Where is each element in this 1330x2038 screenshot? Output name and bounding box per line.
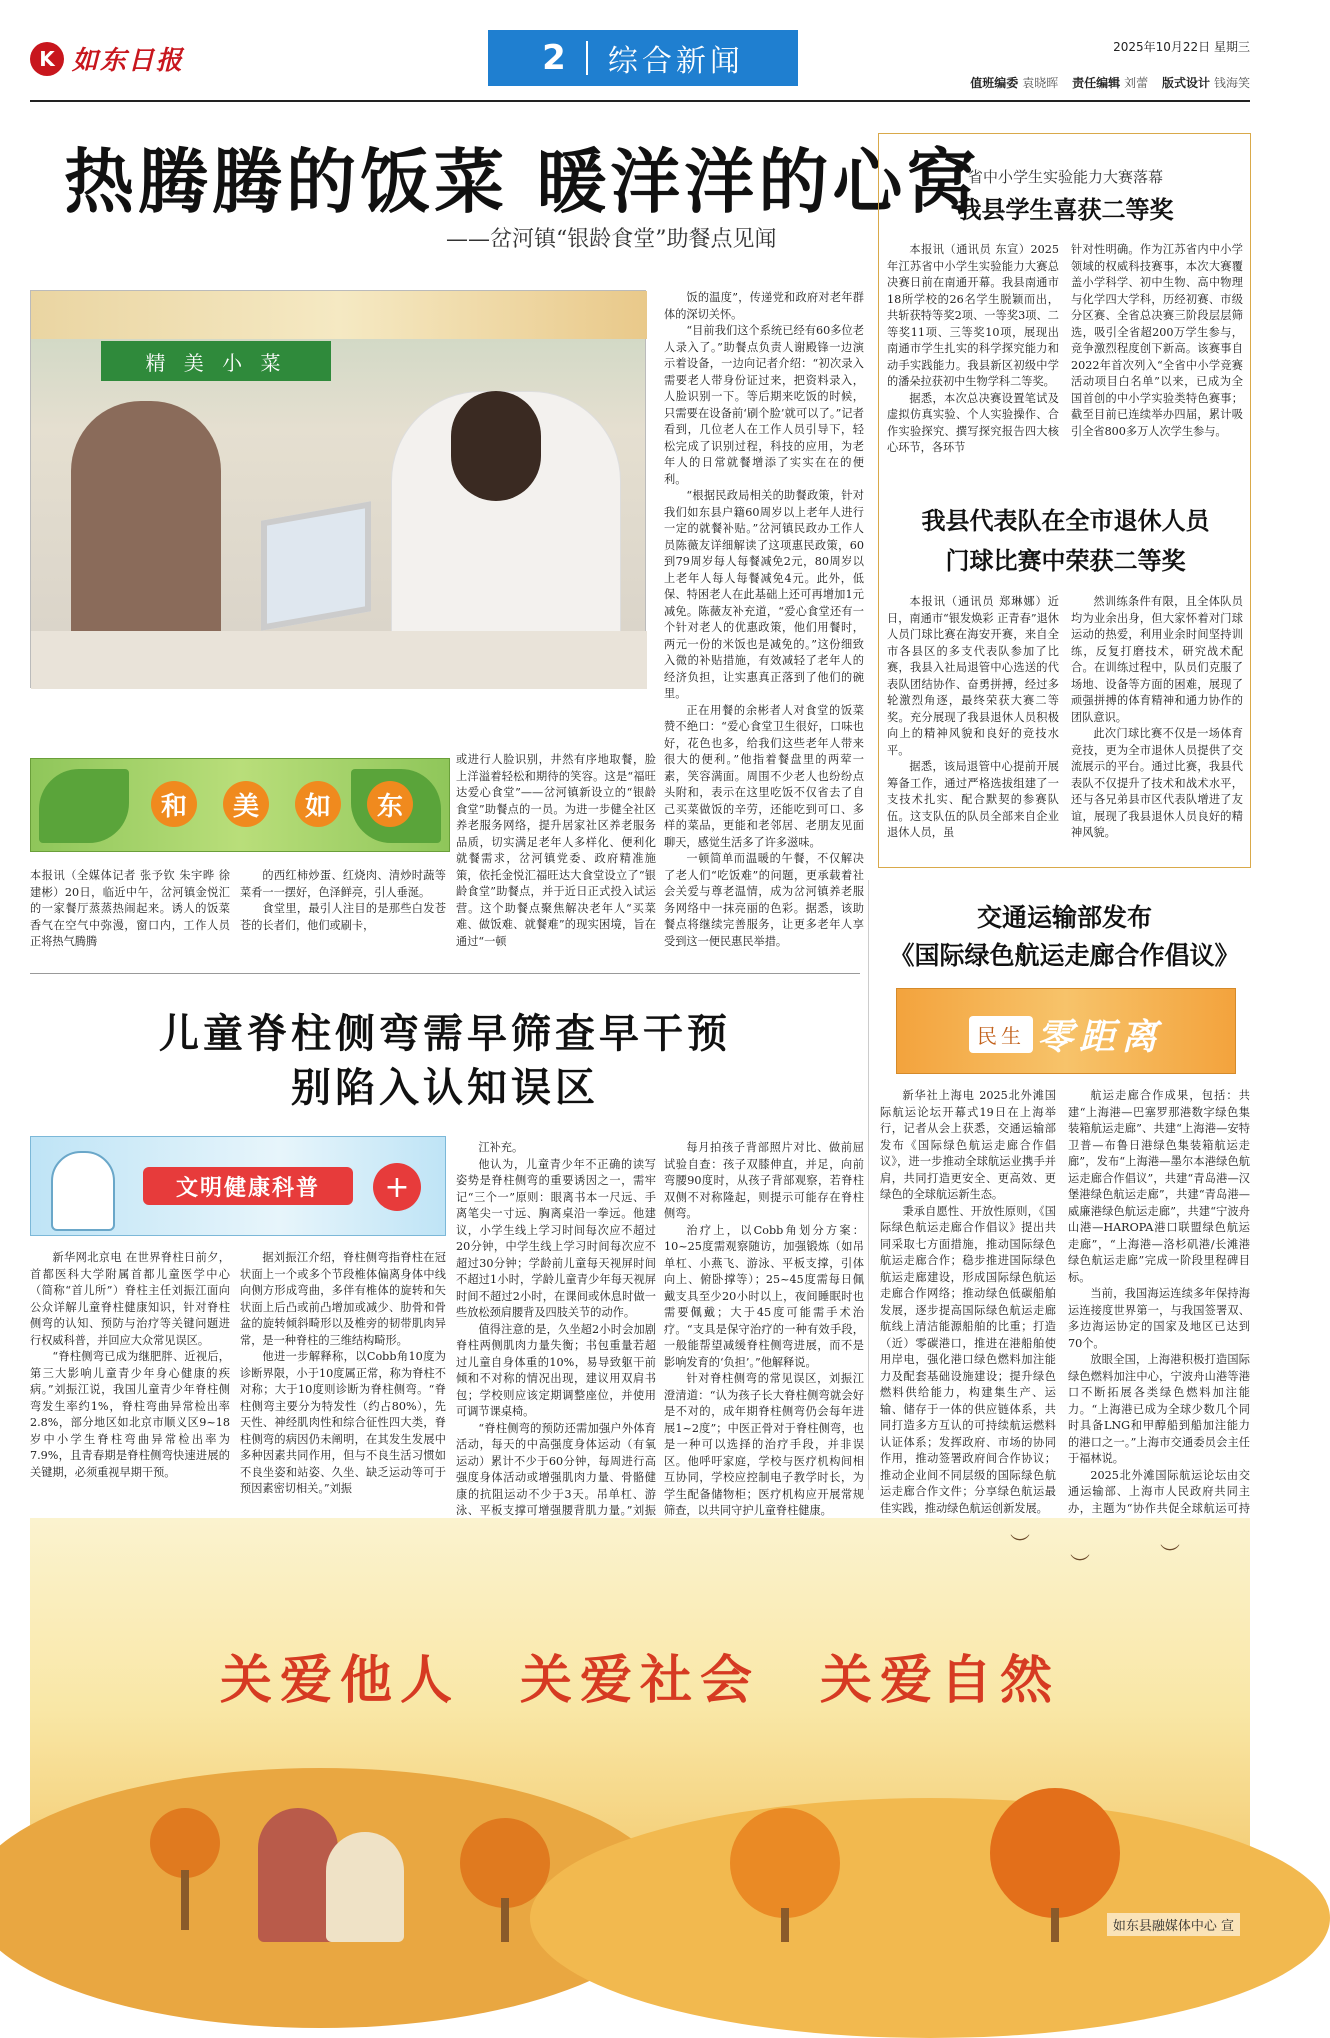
- right-news-box: [878, 133, 1251, 868]
- paragraph: 当前，我国海运连续多年保持海运连接度世界第一，与我国签署双、多边海运协定的国家及地区已达到70个。: [1068, 1287, 1250, 1350]
- page-number: 2: [542, 38, 566, 78]
- paragraph: “目前我们这个系统已经有60多位老人录入了。”助餐点负责人谢殿锋一边演示着设备，一边向记者介绍：“初次录入需要老人带身份证过来，把资料录入，人脸识别一下。等后期来吃饭的时候，只需要在设备前‘刷个脸’就可以了。”记者看到，几位老人在工作人员引导下，轻松完成了识别过程，科技的应用，为老年人的日常就餐增添了实实在在的便利。: [664, 324, 864, 486]
- leaf-icon: [39, 769, 129, 843]
- doctor-icon: [51, 1151, 115, 1231]
- box-title-gateball-2: 门球比赛中荣获二等奖: [945, 547, 1186, 575]
- article1-col2: [240, 868, 446, 946]
- section-title: 综合新闻: [607, 44, 744, 79]
- editor-credits: [960, 74, 1250, 91]
- banner-char: 和: [151, 781, 197, 827]
- bird-icon: ︶: [1160, 1542, 1180, 1566]
- shipping-headline-1: 交通运输部发布: [976, 903, 1152, 932]
- masthead: [30, 30, 1250, 90]
- paragraph: 的西红柿炒蛋、红烧肉、清炒时蔬等菜肴一一摆好，色泽鲜亮，引人垂涎。: [240, 869, 446, 899]
- medical-cross-icon: +: [373, 1163, 421, 1211]
- slogan: 关爱他人: [219, 1650, 460, 1711]
- banner-minsheng-small: 民生: [969, 1016, 1033, 1053]
- article1-subheadline: ——岔河镇“银龄食堂”助餐点见闻: [446, 227, 777, 252]
- paragraph: 江补充。: [478, 1141, 524, 1154]
- shipping-headline-2: 《国际绿色航运走廊合作倡议》: [889, 941, 1240, 970]
- banner-heyi-rudong: [30, 758, 450, 852]
- editor-role: 责任编辑: [1072, 76, 1121, 90]
- shipping-col1: [880, 1088, 1056, 1515]
- poster-slogans: [30, 1638, 1250, 1713]
- article2-headline-2: 别陷入认知误区: [291, 1065, 599, 1111]
- paragraph: 每月拍孩子背部照片对比、做前屈试验自查：孩子双膝伸直，并足，向前弯腰90度时，从孩子背部观察，若脊柱双侧不对称隆起，则提示可能存在脊柱侧弯。: [664, 1141, 864, 1220]
- paragraph: 针对脊柱侧弯的常见误区，刘振江澄清道：“认为孩子长大脊柱侧弯就会好是不对的，成年期脊柱侧弯仍会每年进展1~2度”；中医正骨对于脊柱侧弯，也是一种可以选择的治疗手段，并非误区。他呼吁家庭，学校与医疗机构间相互协同，学校应控制电子教学时长，为学生配备储物柜；医疗机构应开展常规筛查，以共同守护儿童脊柱健康。: [664, 1372, 864, 1517]
- figure-elder: [326, 1832, 404, 1942]
- shipping-col2: [1068, 1088, 1250, 1515]
- paragraph: 然训练条件有限，且全体队员均为业余出身，但大家怀着对门球运动的热爱，利用业余时间坚持训练，反复打磨技术，研究战术配合。在训练过程中，队员们克服了场地、设备等方面的困难，展现了顽强拼搏的体育精神和通力协作的团队意识。: [1071, 595, 1243, 724]
- page-divider: [586, 41, 588, 75]
- paragraph: 航运走廊合作成果，包括：共建“上海港—巴塞罗那港数字绿色集装箱航运走廊”、共建“上海港—安特卫普—布鲁日港绿色集装箱航运走廊”，发布“上海港—墨尔本港绿色航运走廊合作倡议”，共建“青岛港—汉堡港绿色航运走廊”，共建“青岛港—威廉港绿色航运走廊”，共建“宁波舟山港—HAROPA港口联盟绿色航运走廊”，“上海港—洛杉矶港/长滩港绿色航运走廊”完成一阶段里程碑目标。: [1068, 1089, 1250, 1284]
- tree-icon: [990, 1788, 1120, 1918]
- banner-health-title: 文明健康科普: [143, 1167, 353, 1205]
- paragraph: 秉承自愿性、开放性原则，《国际绿色航运走廊合作倡议》提出共同采取七方面措施，推动国际绿色航运走廊合作；稳步推进国际绿色航运走廊建设，形成国际绿色航运走廊合作网络；推动绿色低碳船舶发展，逐步提高国际绿色航运走廊航线上清洁能源船舶的比重；打造（近）零碳港口，推进在港船舶使用岸电，强化港口绿色燃料加注能力及配套基础设施建设；提升绿色燃料供给能力，构建集生产、运输、储存于一体的供应链体系，共同打造多方互认的可持续航运燃料认证体系；发挥政府、市场的协同作用，推动签署政府间合作协议；推动企业间不同层级的国际绿色航运走廊合作文件；分享绿色航运最佳实践，推动绿色航运创新发展。: [880, 1204, 1056, 1515]
- banner-char: 美: [223, 781, 269, 827]
- box-kicker: 省中小学生实验能力大赛落幕: [967, 168, 1163, 186]
- paragraph: 据悉，本次总决赛设置笔试及虚拟仿真实验、个人实验操作、合作实验探究、撰写探究报告四大核心环节，各环节: [887, 391, 1059, 454]
- editor-name: 钱海笑: [1213, 76, 1250, 90]
- banner-char: 如: [295, 781, 341, 827]
- tree-icon: [460, 1818, 550, 1908]
- photo-menu-board: [31, 291, 647, 339]
- paragraph: 2025北外滩国际航运论坛由交通运输部、上海市人民政府共同主办，主题为“协作共促全球航运可持: [1068, 1468, 1250, 1515]
- photo-kiosk-screen: [261, 501, 371, 630]
- paragraph: 此次门球比赛不仅是一场体育竞技，更为全市退休人员提供了交流展示的平台。通过比赛，我县代表队不仅提升了技术和战术水平，还与各兄弟县市区代表队增进了友谊，展现了我县退休人员良好的精神风貌。: [1071, 727, 1243, 839]
- paragraph: “根据民政局相关的助餐政策，针对我们如东县户籍60周岁以上老年人进行一定的就餐补贴。”岔河镇民政办工作人员陈薇友详细解读了这项惠民政策，60到79周岁每人每餐减免2元，80周岁以上老年人每人每餐减免4元。此外，低保、特困老人在此基础上还可再增加1元减免。陈薇友补充道，“爱心食堂还有一个针对老人的优惠政策，他们用餐时，两元一份的米饭也是减免的。”这份细致入微的补贴措施，有效减轻了老年人的经济负担，让实惠真正落到了他们的碗里。: [664, 489, 864, 700]
- paragraph: 他进一步解释称，以Cobb角10度为诊断界限，小于10度属正常，称为脊柱不对称；大于10度则诊断为脊柱侧弯。“脊柱侧弯主要分为特发性（约占80%），先天性、神经肌肉性和综合征性四大类，脊柱侧弯的病因仍未阐明，在其发生发展中多种因素共同作用，但与不良生活习惯如不良坐姿和站姿、久坐、缺乏运动等可于预因素密切相关。”刘振: [240, 1350, 446, 1495]
- paragraph: 本报讯（通讯员 郑琳娜）近日，南通市“银发焕彩 正青春”退休人员门球比赛在海安开赛，来自全市各县区的多支代表队参加了比赛，我县入社局退管中心选送的代表队团结协作、奋勇拼搏，经过多轮激烈角逐，最终荣获大赛二等奖。充分展现了我县退休人员积极向上的精神风貌和良好的竞技水平。: [887, 595, 1059, 757]
- section-tag: [488, 30, 798, 86]
- paragraph: 值得注意的是，久坐超2小时会加剧脊柱两侧肌肉力量失衡；书包重量若超过儿童自身体重的10%，易导致躯干前倾和不对称的情况出现，建议用双肩书包；学校则应该定期调整座位，并使用可调节课桌椅。: [456, 1322, 656, 1418]
- paragraph: 据悉，该局退管中心提前开展筹备工作，通过严格选拔组建了一支技术扎实、配合默契的参赛队伍。这支队伍的队员全部来自企业退休人员，虽: [887, 760, 1059, 839]
- article1-col4: [664, 290, 864, 948]
- editor-role: 值班编委: [970, 76, 1019, 90]
- article1-photo: [30, 290, 646, 688]
- column-divider: [868, 880, 869, 1490]
- box-title-gateball-1: 我县代表队在全市退休人员: [921, 507, 1210, 535]
- paragraph: 正在用餐的余彬者人对食堂的饭菜赞不绝口：“爱心食堂卫生很好，口味也好，花色也多，给我们这些老年人带来很大的便利。”他指着餐盘里的两荤一素，笑容满面。周围不少老人也纷纷点头附和，表示在这里吃饭不仅省去了自己买菜做饭的辛劳，还能吃到可口、多样的菜品，更能和老邻居、老朋友见面聊天，感觉生活多了许多滋味。: [664, 703, 864, 849]
- article2-col3: [456, 1140, 656, 1517]
- article2-col4: [664, 1140, 864, 1517]
- paragraph: 本报讯（通讯员 东宣）2025年江苏省中小学生实验能力大赛总决赛日前在南通开幕。我县南通市18所学校的26名学生脱颖而出，共斩获特等奖2项、一等奖3项、二等奖11项、三等奖10项，展现出南通市学生扎实的科学探究能力和动手实践能力。我县新区初级中学的潘朵拉获初中生物学科二等奖。: [887, 243, 1059, 388]
- paragraph: 食堂里，最引人注目的是那些白发苍苍的长者们，他们或刷卡，: [240, 902, 446, 932]
- banner-health-science: [30, 1136, 446, 1236]
- box-col1: [887, 242, 1059, 532]
- article1-headline: 热腾腾的饭菜 暖洋洋的心窝: [64, 141, 981, 223]
- box-title-contest: 我县学生喜获二等奖: [957, 196, 1174, 224]
- paragraph: 放眼全国，上海港积极打造国际绿色燃料加注中心，宁波舟山港等港口不断拓展各类绿色燃料加注能力。“上海港已成为全球少数几个同时具备LNG和甲醇船到船加注能力的港口之一。”上海市交通委员会主任于福林说。: [1068, 1353, 1250, 1465]
- newspaper-logo: [30, 40, 184, 77]
- paragraph: 他认为，儿童青少年不正确的读写姿势是脊柱侧弯的重要诱因之一，需牢记“三个一”原则：眼离书本一尺远、手离笔尖一寸远、胸离桌沿一拳远。他建议，小学生线上学习时间每次应不超过20分钟，中学生线上学习时间每次应不超过30分钟；学龄前儿童每天视屏时间不超过1小时，学龄儿童青少年每天视屏时间不超过2小时，在课间或休息时做一些放松颈肩腰背及四肢关节的动作。: [456, 1157, 656, 1319]
- banner-minsheng: [896, 988, 1236, 1074]
- box-col3: [887, 594, 1059, 858]
- poster-credit: 如东县融媒体中心 宣: [1107, 1913, 1240, 1936]
- article2-col1: [30, 1250, 230, 1490]
- paragraph: 新华网北京电 在世界脊柱日前夕，首都医科大学附属首都儿童医学中心（简称“首儿所”）脊柱主任刘振江面向公众详解儿童脊柱健康知识，针对脊柱侧弯的认知、预防与治疗等关键问题进行权威科普，并回应大众常见误区。: [30, 1251, 230, 1347]
- photo-sign: 精 美 小 菜: [101, 341, 331, 381]
- banner-chars: [151, 781, 413, 827]
- slogan: 关爱自然: [820, 1650, 1061, 1711]
- article1-col1: 本报讯（全媒体记者 张予钦 朱宇晔 徐建彬）20日，临近中午，岔河镇金悦汇的一家餐厅蒸蒸热闹起来。诱人的饭菜香气在空气中弥漫，窗口内，工作人员正将热气腾腾: [30, 869, 230, 948]
- editor-name: 刘蕾: [1124, 76, 1149, 90]
- photo-staff-head: [451, 391, 541, 501]
- box-col4: [1071, 594, 1243, 858]
- tree-trunk: [501, 1898, 509, 1942]
- logo-text: 如东日报: [72, 46, 185, 76]
- public-service-poster: [30, 1518, 1250, 1942]
- box-col2: 针对性明确。作为江苏省内中小学领域的权威科技赛事，本次大赛覆盖小学科学、初中生物、高中物理与化学四大学科，历经初赛、市级分区赛、全省总决赛三阶段层层筛选，吸引全省超200万学生参与，竞争激烈程度创下新高。该赛事自2022年首次列入“全省中小学竞赛活动项目白名单”以来，已成为全国首创的中小学实验类特色赛事；截至目前已连续举办四届，累计吸引全省800多万人次学生参与。: [1071, 243, 1243, 438]
- article2-headline-1: 儿童脊柱侧弯需早筛查早干预: [159, 1011, 731, 1057]
- tree-icon: [150, 1808, 220, 1878]
- paragraph: “脊柱侧弯已成为继肥胖、近视后，第三大影响儿童青少年身心健康的疾病。”刘振江说，我国儿童青少年脊柱侧弯发生率约1%，脊柱弯曲异常检出率2.8%，部分地区如北京市顺义区9~18岁中小学生脊柱弯曲异常检出率为7.9%，且青春期是脊柱侧弯快速进展的关键期，必须重视早期干预。: [30, 1350, 230, 1479]
- paragraph: 据刘振江介绍，脊柱侧弯指脊柱在冠状面上一个或多个节段椎体偏离身体中线向侧方形成弯曲，多伴有椎体的旋转和矢状面上后凸或前凸增加或减少、肋骨和骨盆的旋转倾斜畸形以及椎旁的韧带肌肉异常，是一种脊柱的三维结构畸形。: [240, 1251, 446, 1347]
- paragraph: 治疗上，以Cobb角划分方案：10~25度需观察随访，加强锻炼（如吊单杠、小燕飞、游泳、平板支撑，引体向上、俯卧撑等）；25~45度需每日佩戴支具至少20小时以上，夜间睡眠时也需要佩戴；大于45度可能需手术治疗。“支具是保守治疗的一种有效手段，一般能帮望减缓脊柱侧弯进展，而不是影响发育的‘负担’。”他解释说。: [664, 1223, 864, 1369]
- banner-minsheng-big: 零距离: [1037, 1016, 1164, 1058]
- header-rule: [30, 100, 1250, 102]
- paragraph: “脊柱侧弯的预防还需加强户外体育活动，每天的中高强度身体运动（有氧运动）累计不少于60分钟，每周进行高强度身体活动或增强肌肉力量、骨骼健康的抗阻运动不少于3天。吊单杠、游泳、平板支撑可增强腰背肌力量。”刘振: [456, 1421, 656, 1517]
- photo-counter: [31, 631, 647, 689]
- article1-col3: 或进行人脸识别，井然有序地取餐，脸上洋溢着轻松和期待的笑容。这是“福旺达爱心食堂”——岔河镇新设立的“银龄食堂”助餐点的一员。为进一步健全社区养老服务网络，提升居家社区养老服务品质，切实满足老年人多样化、便利化就餐需求，岔河镇党委、政府精准施策，依托金悦汇福旺达大食堂设立了“银龄食堂”助餐点，并于近日正式投入试运营。这个助餐点聚焦解决老年人“买菜难、做饭难、就餐难”的现实困境，旨在通过“一顿: [456, 753, 656, 948]
- banner-minsheng-text: [969, 1009, 1163, 1060]
- slogan: 关爱社会: [519, 1650, 760, 1711]
- logo-icon: K: [30, 42, 64, 76]
- section-divider: [30, 973, 860, 974]
- banner-char: 东: [367, 781, 413, 827]
- bird-icon: ︶: [1070, 1552, 1090, 1576]
- tree-trunk: [781, 1908, 789, 1942]
- tree-icon: [730, 1808, 840, 1918]
- editor-role: 版式设计: [1161, 76, 1210, 90]
- editor-name: 袁晓晖: [1022, 76, 1059, 90]
- tree-trunk: [181, 1870, 189, 1930]
- tree-trunk: [1051, 1908, 1059, 1942]
- article2-col2: [240, 1250, 446, 1495]
- paragraph: 新华社上海电 2025北外滩国际航运论坛开幕式19日在上海举行，记者从会上获悉，交通运输部发布《国际绿色航运走廊合作倡议》，进一步推动全球航运业携手并肩，共同打造更安全、更高效、更绿色的全球航运新生态。: [880, 1089, 1056, 1201]
- paragraph: 一顿简单而温暖的午餐，不仅解决了老人们“吃饭难”的问题，更承载着社会关爱与尊老温情，成为岔河镇养老服务网络中一抹亮丽的色彩。据悉，该助餐点将继续完善服务，让更多老年人享受到这一便民惠民举措。: [664, 852, 864, 948]
- paragraph: 饭的温度”，传递党和政府对老年群体的深切关怀。: [664, 291, 864, 321]
- bird-icon: ︶: [1010, 1532, 1030, 1556]
- issue-date: 2025年10月22日 星期三: [1113, 40, 1250, 54]
